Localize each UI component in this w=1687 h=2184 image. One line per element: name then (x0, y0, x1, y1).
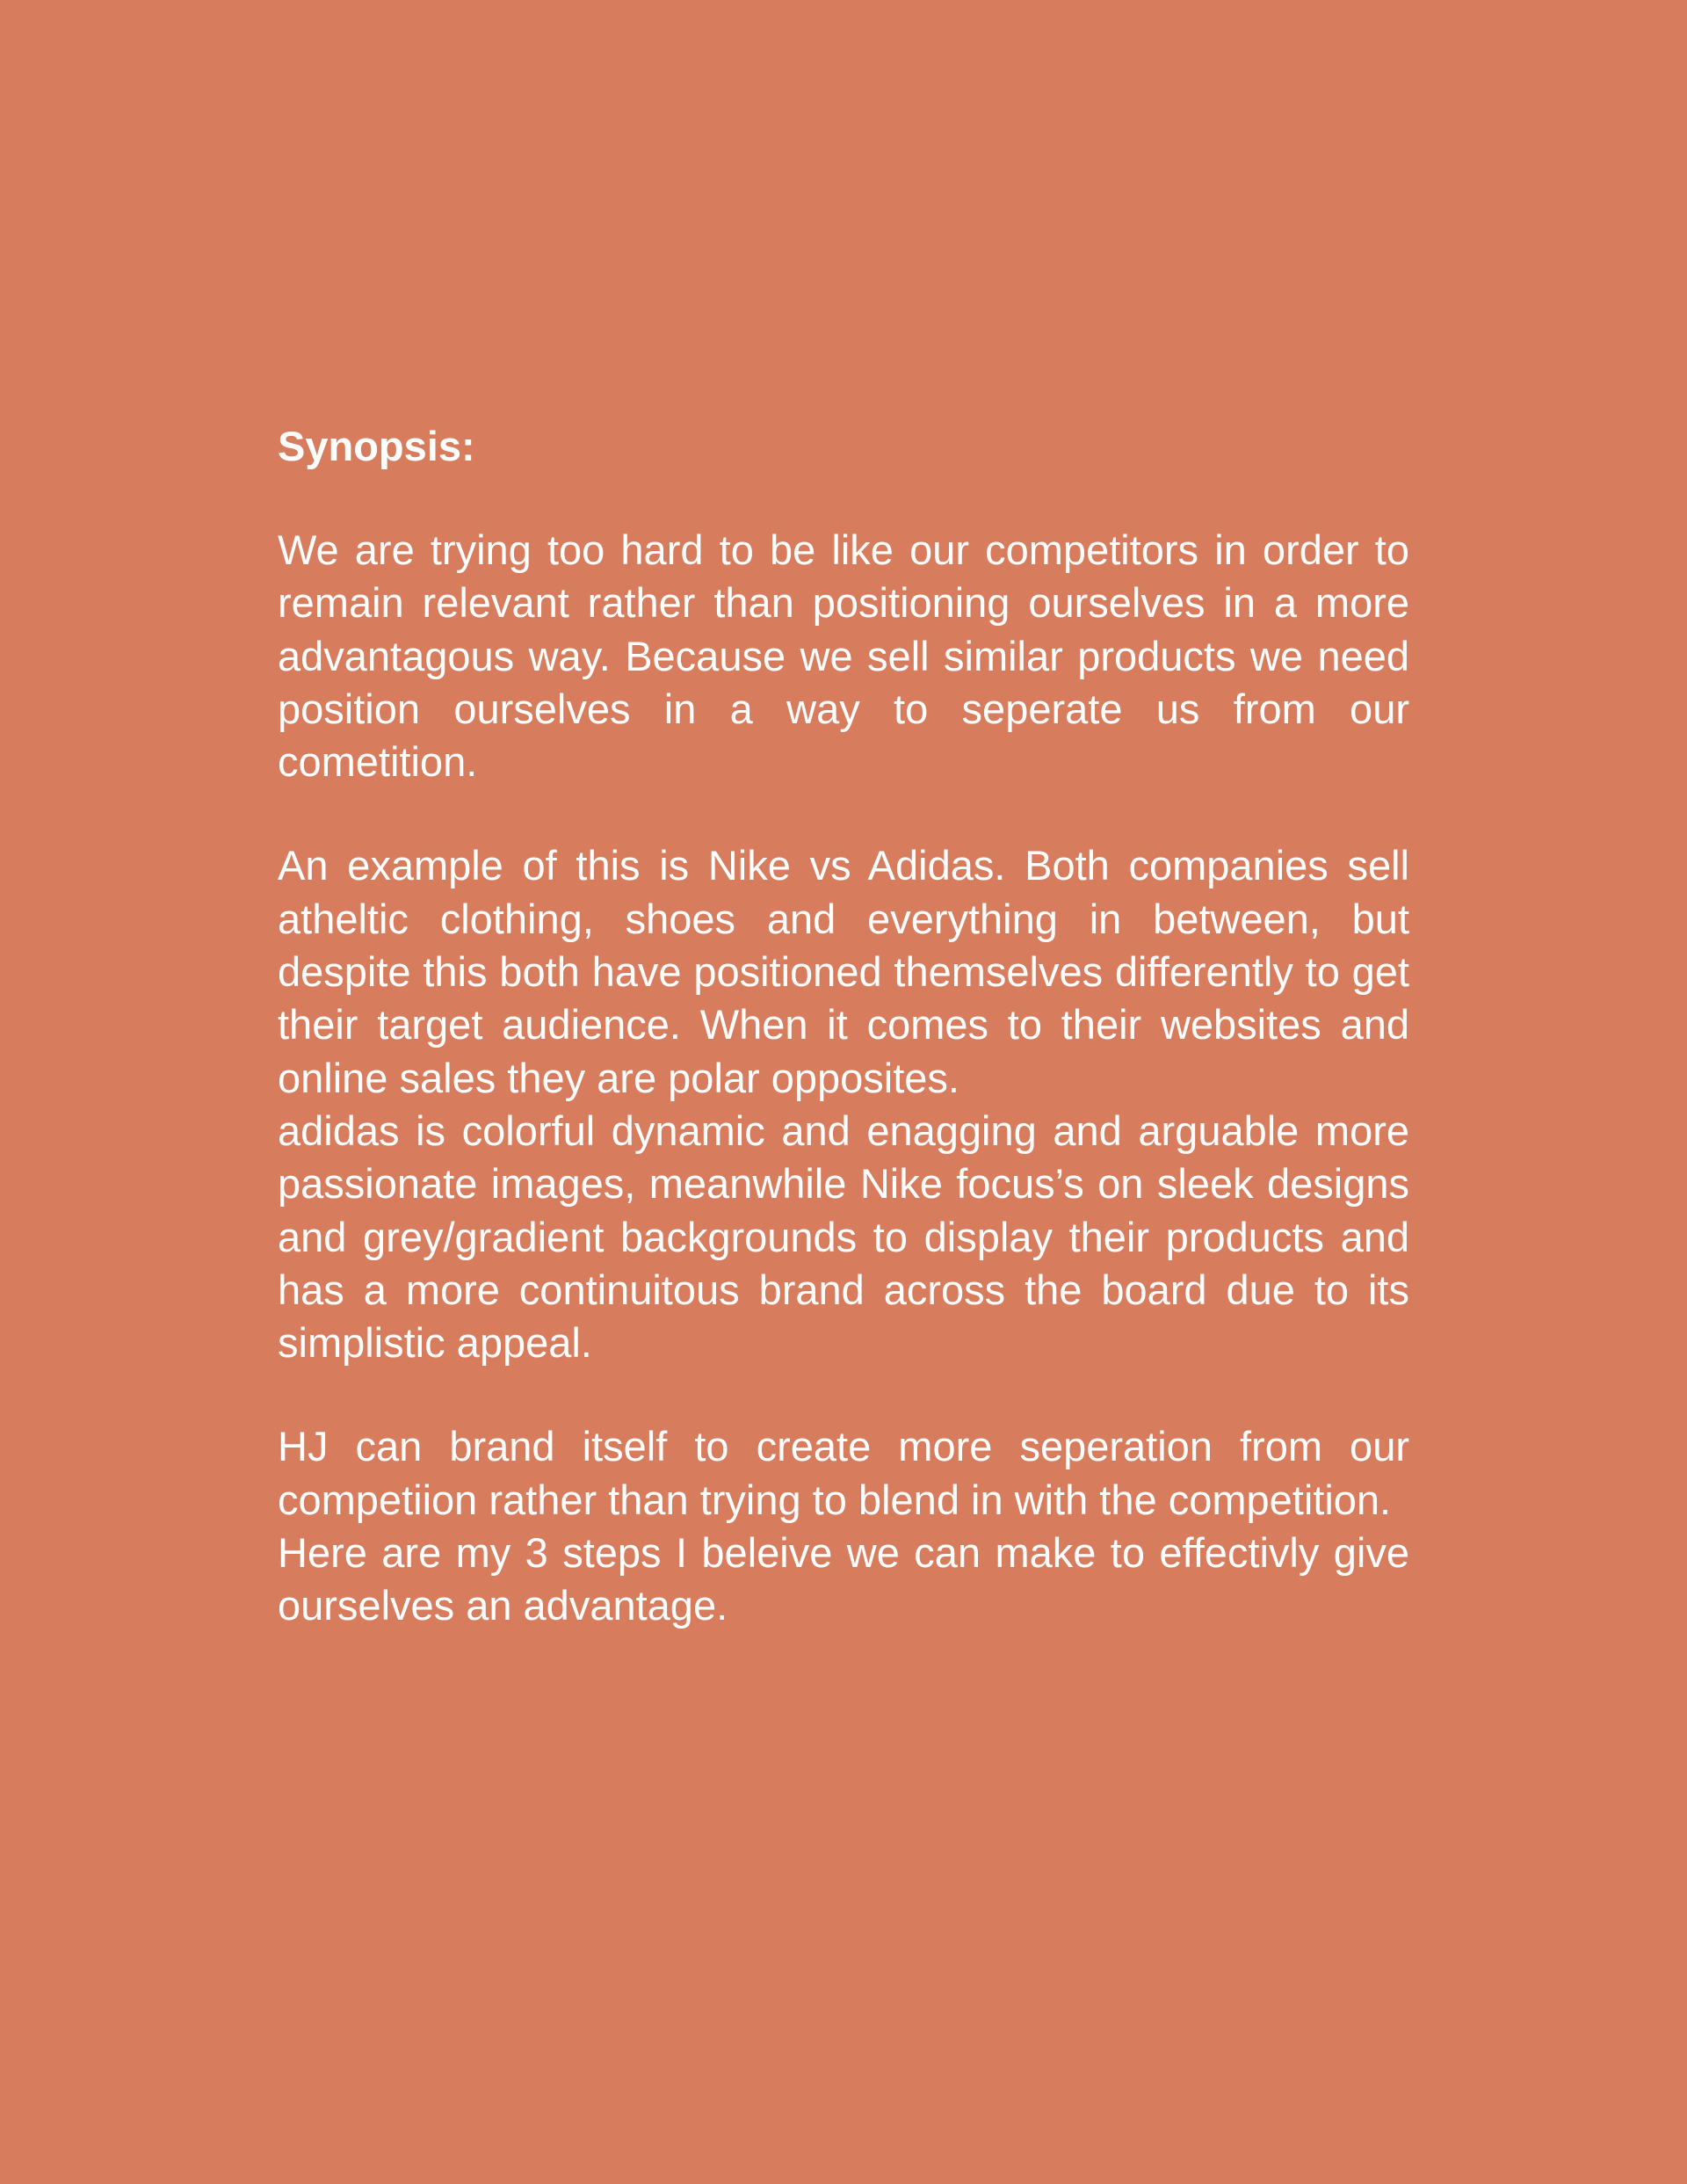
paragraph-three-steps: Here are my 3 steps I beleive we can make to effectivly give ourselves an advantage. (278, 1529, 1409, 1629)
paragraph-nike-vs-adidas: An example of this is Nike vs Adidas. Both companies sell atheltic clothing, shoes and everything in between, but despite this both have positioned themselves differently to get their target audience. When it comes to their websites and online sales they are polar opposites. (278, 842, 1409, 1101)
paragraph-hj-branding: HJ can brand itself to create more seperation from our competiion rather than trying to blend in with the competition. (278, 1423, 1409, 1523)
paragraph-adidas-description: adidas is colorful dynamic and enagging and arguable more passionate images, meanwhile Nike focus’s on sleek designs and grey/gradient backgrounds to display their products and has a more continuitous brand across the board due to its simplistic appeal. (278, 1107, 1409, 1367)
paragraph-competitors: We are trying too hard to be like our competitors in order to remain relevant rather than positioning ourselves in a more advantagous way. Because we sell similar products we need position ourselves in a way to seperate us from our cometition. (278, 526, 1409, 786)
synopsis-heading: Synopsis: (278, 423, 475, 469)
document-page (278, 420, 1409, 1633)
